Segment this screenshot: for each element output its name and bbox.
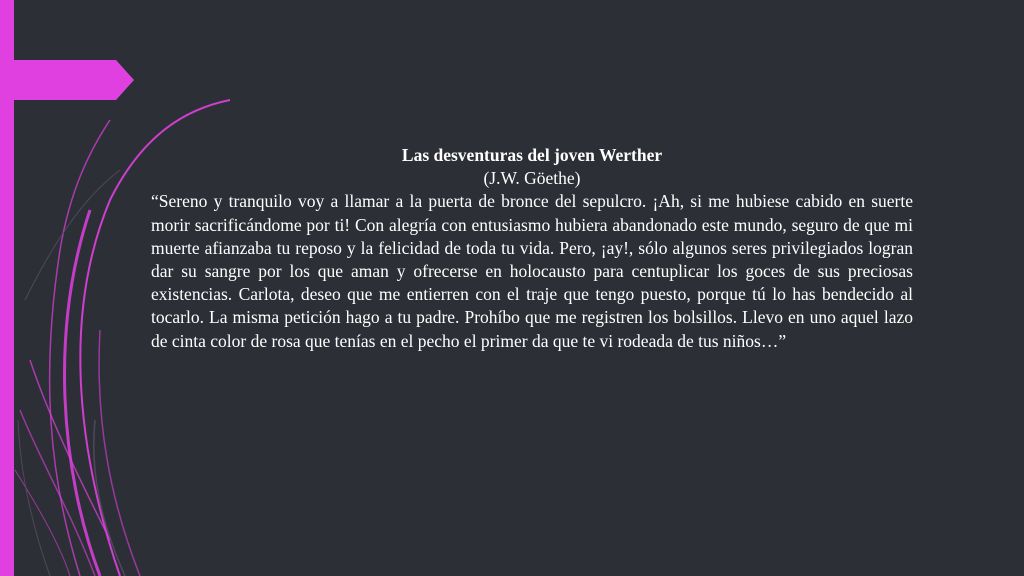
quote-text-block [151,144,913,353]
swirl-line-6 [20,410,95,576]
accent-arrow-tab [0,60,134,100]
slide-title: Las desventuras del joven Werther [401,145,663,165]
swirl-line-7 [15,470,70,576]
slide-quote: “Sereno y tranquilo voy a llamar a la puerta de bronce del sepulcro. ¡Ah, si me hubiese cabido en suerte morir sacrificándome por ti! Con alegría con entusiasmo hubiera abandonado este mundo, seguro de que mi muerte afianzaba tu reposo y la felicidad de toda tu vida. Pero, ¡ay!, sólo algunos seres privilegiados logran dar su sangre por los que aman y ofrecerse en holocausto para centuplicar los goces de sus preciosas existencias. Carlota, deseo que me entierren con el traje que tengo puesto, porque tú lo has bendecido al tocarlo. La misma petición hago a tu padre. Prohíbo que me registren los bolsillos. Llevo en uno aquel lazo de cinta color de rosa que tenías en el pecho el primer da que te vi rodeada de tus niños…” [151,191,913,351]
swirl-line-8 [94,420,125,576]
slide-author: (J.W. Göethe) [483,168,581,189]
swirl-line-4 [99,330,140,576]
